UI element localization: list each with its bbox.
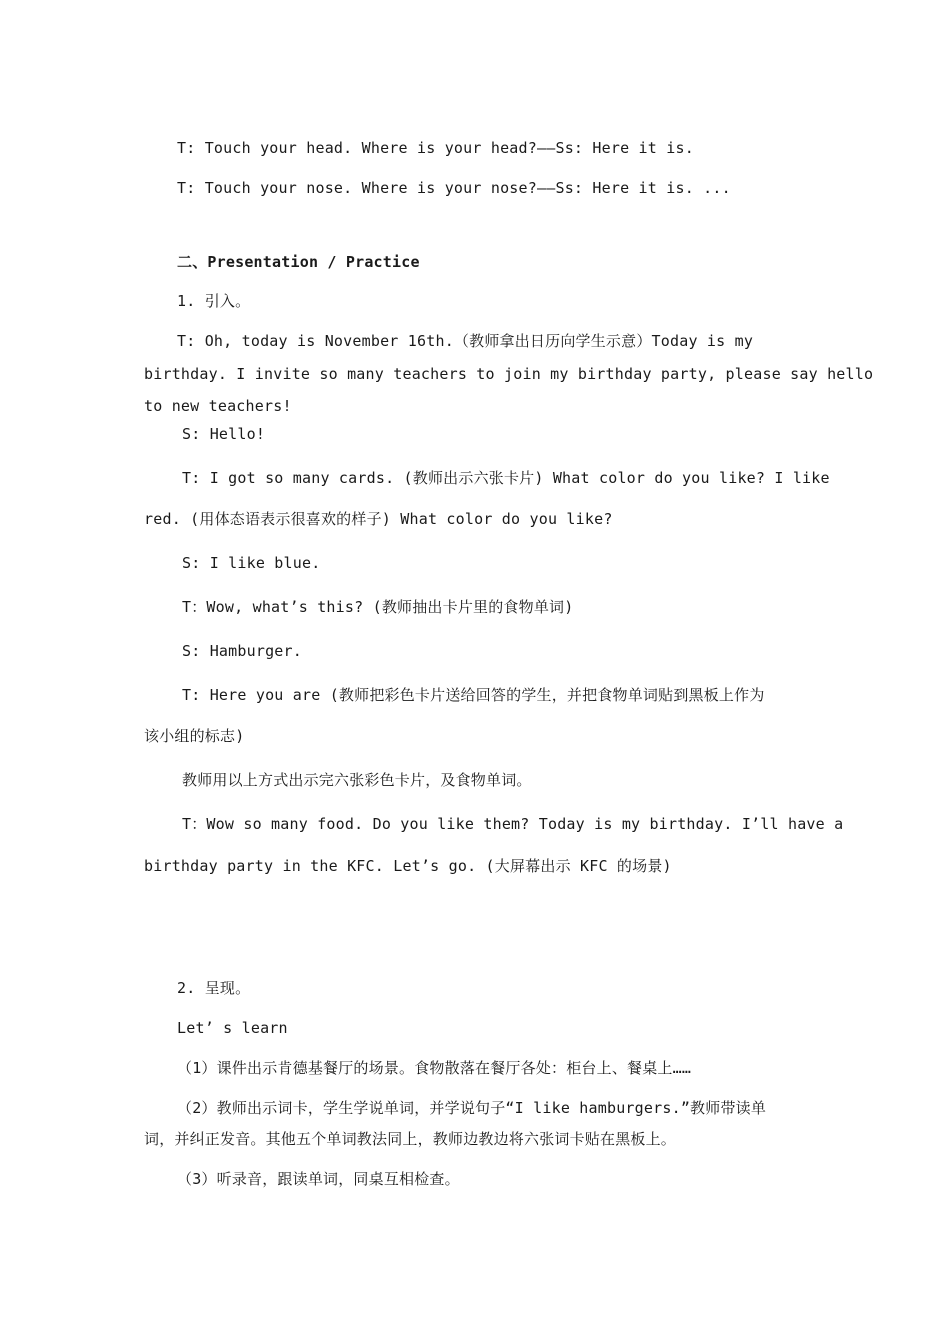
paragraph-line: red. (用体态语表示很喜欢的样子) What color do you like?: [144, 510, 613, 528]
paragraph-line: T: Oh, today is November 16th.（教师拿出日历向学生示意）Today is my: [177, 332, 754, 350]
list-item-continuation: 词，并纠正发音。其他五个单词教法同上，教师边教边将六张词卡贴在黑板上。: [144, 1130, 677, 1148]
paragraph-line: T: I got so many cards. (教师出示六张卡片) What color do you like? I like: [182, 469, 830, 487]
step-1-title: 1. 引入。: [177, 292, 251, 310]
lets-learn-label: Let’ s learn: [177, 1019, 288, 1037]
paragraph-line: to new teachers!: [144, 397, 292, 415]
paragraph-line: 该小组的标志): [144, 727, 245, 745]
list-item: （1）课件出示肯德基餐厅的场景。食物散落在餐厅各处：柜台上、餐桌上……: [177, 1059, 692, 1077]
list-item: （2）教师出示词卡，学生学说单词，并学说句子“I like hamburgers.”教师带读单: [177, 1099, 767, 1117]
student-response: S: Hamburger.: [182, 642, 302, 660]
section-heading-presentation: 二、Presentation / Practice: [177, 253, 420, 271]
teacher-note: 教师用以上方式出示完六张彩色卡片，及食物单词。: [182, 771, 532, 789]
step-2-title: 2. 呈现。: [177, 979, 251, 997]
teacher-line: T：Wow, what’s this? (教师抽出卡片里的食物单词): [182, 598, 574, 616]
student-response: S: I like blue.: [182, 554, 321, 572]
paragraph-line: T: Here you are (教师把彩色卡片送给回答的学生，并把食物单词贴到黑板上作为: [182, 686, 765, 704]
paragraph-line: birthday. I invite so many teachers to join my birthday party, please say hello: [144, 365, 874, 383]
warmup-line-2: T: Touch your nose. Where is your nose?——Ss: Here it is. ...: [177, 179, 731, 197]
student-response: S: Hello!: [182, 425, 266, 443]
paragraph-line: T：Wow so many food. Do you like them? Today is my birthday. I’ll have a: [182, 815, 844, 833]
warmup-line-1: T: Touch your head. Where is your head?——Ss: Here it is.: [177, 139, 694, 157]
paragraph-line: birthday party in the KFC. Let’s go. (大屏幕出示 KFC 的场景): [144, 857, 672, 875]
list-item: （3）听录音，跟读单词，同桌互相检查。: [177, 1170, 460, 1188]
